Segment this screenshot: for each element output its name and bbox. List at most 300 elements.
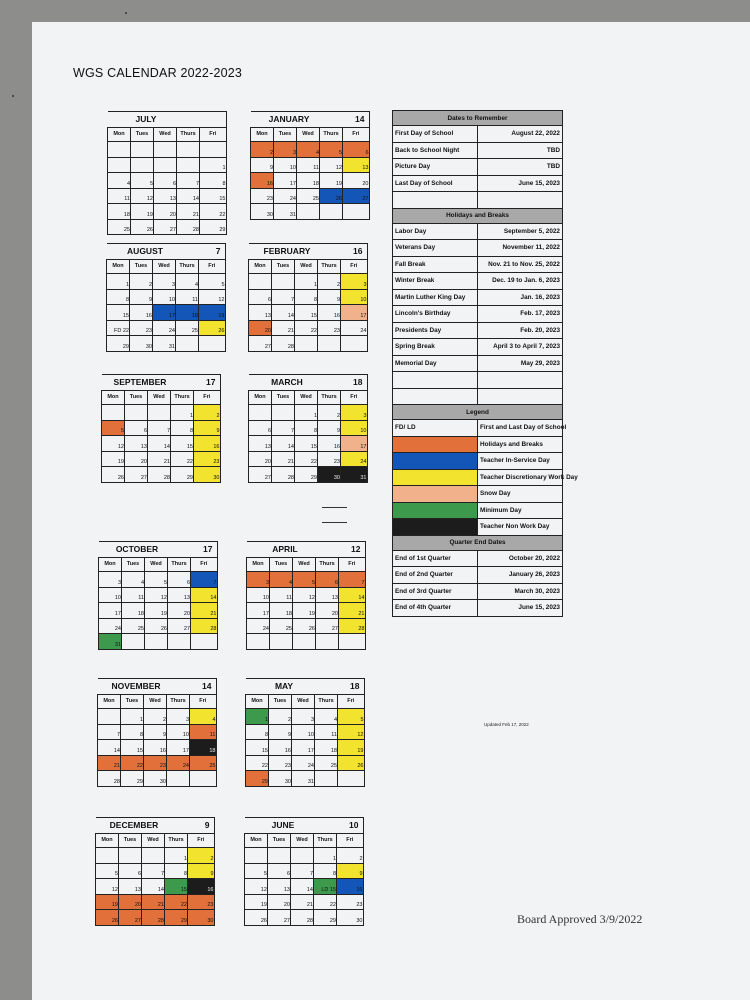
weekday-label: Wed <box>297 128 320 142</box>
day-cell: 2 <box>194 405 221 421</box>
legend-swatch <box>393 486 478 503</box>
week-row <box>251 204 370 220</box>
week-row <box>96 894 215 910</box>
month-name: SEPTEMBER <box>102 375 171 391</box>
weekday-label: Tues <box>272 260 295 274</box>
quarter-label: End of 1st Quarter <box>393 550 478 567</box>
day-cell: 21 <box>142 894 165 910</box>
day-cell: 27 <box>154 219 177 235</box>
day-cell: 23 <box>194 451 221 467</box>
month-header <box>251 112 370 128</box>
month-header-spacer <box>176 244 199 260</box>
day-cell: 7 <box>148 420 171 436</box>
day-cell: 4 <box>176 274 199 290</box>
day-cell: 16 <box>318 436 341 452</box>
weekday-header-row <box>99 558 218 572</box>
legend-row <box>393 420 563 437</box>
day-cell: 19 <box>320 173 343 189</box>
day-cell <box>268 848 291 864</box>
day-cell: 5 <box>245 863 268 879</box>
month-name: MARCH <box>249 375 318 391</box>
holiday-label: Fall Break <box>393 256 478 273</box>
day-cell <box>199 336 226 352</box>
day-cell: 13 <box>343 157 370 173</box>
dust-speck <box>12 95 14 97</box>
date-to-remember-row <box>393 126 563 143</box>
day-cell <box>125 405 148 421</box>
holiday-row <box>393 355 563 372</box>
date-to-remember-label: Picture Day <box>393 159 478 176</box>
day-cell: 12 <box>96 879 119 895</box>
day-cell: 15 <box>200 188 227 204</box>
weekday-header-row <box>249 391 368 405</box>
day-cell: 19 <box>199 305 226 321</box>
day-cell <box>272 405 295 421</box>
month-header-spacer <box>177 112 200 128</box>
day-cell <box>343 204 370 220</box>
weekday-label: Wed <box>293 558 316 572</box>
day-cell: 25 <box>297 188 320 204</box>
legend-row <box>393 436 563 453</box>
weekday-label: Fri <box>190 695 217 709</box>
weekday-label: Fri <box>339 558 366 572</box>
day-cell: 26 <box>102 467 125 483</box>
day-cell: 23 <box>269 755 292 771</box>
month-day-count: 7 <box>199 244 226 260</box>
day-cell: 7 <box>291 863 314 879</box>
weekday-label: Fri <box>341 260 368 274</box>
day-cell: 17 <box>341 436 368 452</box>
day-cell: 28 <box>148 467 171 483</box>
day-cell: 23 <box>337 894 364 910</box>
month-header-spacer <box>168 542 191 558</box>
weekday-header-row <box>246 695 365 709</box>
day-cell: 30 <box>269 771 292 787</box>
month-october <box>98 541 218 650</box>
day-cell: 25 <box>108 219 131 235</box>
date-to-remember-row <box>393 175 563 192</box>
month-grid <box>106 243 226 352</box>
holiday-row <box>393 289 563 306</box>
day-cell: 23 <box>130 320 153 336</box>
day-cell <box>131 157 154 173</box>
day-cell: 6 <box>154 173 177 189</box>
day-cell: 19 <box>338 740 365 756</box>
day-cell: 14 <box>272 436 295 452</box>
day-cell <box>249 274 272 290</box>
day-cell: 29 <box>200 219 227 235</box>
day-cell: 31 <box>274 204 297 220</box>
holiday-label: Spring Break <box>393 339 478 356</box>
day-cell: 30 <box>130 336 153 352</box>
calendar-title: WGS CALENDAR 2022-2023 <box>73 66 243 80</box>
holiday-row <box>393 223 563 240</box>
weekday-label: Mon <box>249 391 272 405</box>
day-cell: 9 <box>269 724 292 740</box>
day-cell: 2 <box>337 848 364 864</box>
month-name: JULY <box>108 112 177 128</box>
day-cell <box>247 634 270 650</box>
holiday-label <box>393 388 478 405</box>
month-grid <box>244 817 364 926</box>
day-cell: 12 <box>293 587 316 603</box>
day-cell: 1 <box>107 274 130 290</box>
day-cell: 31 <box>99 634 122 650</box>
day-cell: 7 <box>177 173 200 189</box>
month-header <box>98 679 217 695</box>
day-cell: 11 <box>315 724 338 740</box>
week-row <box>245 910 364 926</box>
month-grid <box>101 374 221 483</box>
holiday-value: Feb. 20, 2023 <box>478 322 563 339</box>
day-cell: 13 <box>316 587 339 603</box>
weekday-header-row <box>98 695 217 709</box>
day-cell: 16 <box>318 305 341 321</box>
weekday-header-row <box>247 558 366 572</box>
day-cell <box>102 405 125 421</box>
date-to-remember-label: Back to School Night <box>393 142 478 159</box>
day-cell: 3 <box>341 274 368 290</box>
month-grid <box>248 243 368 352</box>
month-day-count: 16 <box>341 244 368 260</box>
day-cell: 6 <box>168 572 191 588</box>
day-cell <box>318 336 341 352</box>
weekday-label: Wed <box>292 695 315 709</box>
day-cell: 8 <box>171 420 194 436</box>
week-row <box>246 771 365 787</box>
day-cell: 14 <box>177 188 200 204</box>
month-name: NOVEMBER <box>98 679 167 695</box>
day-cell: 12 <box>338 724 365 740</box>
weekday-label: Mon <box>108 128 131 142</box>
day-cell: 19 <box>131 204 154 220</box>
day-cell: 1 <box>314 848 337 864</box>
day-cell: 9 <box>318 420 341 436</box>
week-row <box>246 740 365 756</box>
legend-label: First and Last Day of School <box>478 420 563 437</box>
weekday-label: Wed <box>148 391 171 405</box>
day-cell: 29 <box>107 336 130 352</box>
day-cell: 9 <box>144 724 167 740</box>
day-cell: 19 <box>245 894 268 910</box>
day-cell: 6 <box>125 420 148 436</box>
day-cell: 8 <box>295 289 318 305</box>
day-cell: 29 <box>314 910 337 926</box>
week-row <box>247 618 366 634</box>
day-cell: 28 <box>98 771 121 787</box>
week-row <box>98 771 217 787</box>
dust-speck <box>125 12 127 14</box>
weekday-header-row <box>245 834 364 848</box>
day-cell: 19 <box>293 603 316 619</box>
holiday-row <box>393 256 563 273</box>
week-row <box>251 157 370 173</box>
month-day-count: 14 <box>190 679 217 695</box>
day-cell <box>168 634 191 650</box>
holiday-label: Winter Break <box>393 273 478 290</box>
weekday-label: Wed <box>295 391 318 405</box>
day-cell: 11 <box>270 587 293 603</box>
weekday-label: Thurs <box>316 558 339 572</box>
day-cell: 3 <box>99 572 122 588</box>
day-cell: 20 <box>119 894 142 910</box>
day-cell <box>108 157 131 173</box>
week-row <box>98 709 217 725</box>
weekday-label: Fri <box>188 834 215 848</box>
week-row <box>249 420 368 436</box>
day-cell: 13 <box>125 436 148 452</box>
info-panel <box>392 110 578 617</box>
week-row <box>99 618 218 634</box>
weekday-label: Tues <box>270 558 293 572</box>
day-cell: 15 <box>121 740 144 756</box>
day-cell: 5 <box>199 274 226 290</box>
holiday-value: May 29, 2023 <box>478 355 563 372</box>
legend-label: Snow Day <box>478 486 563 503</box>
month-name: OCTOBER <box>99 542 168 558</box>
day-cell: 24 <box>292 755 315 771</box>
month-march <box>248 374 368 483</box>
week-row <box>251 173 370 189</box>
month-header <box>249 244 368 260</box>
week-row <box>98 755 217 771</box>
day-cell: 21 <box>272 451 295 467</box>
day-cell: 23 <box>188 894 215 910</box>
day-cell <box>200 142 227 158</box>
day-cell: 3 <box>153 274 176 290</box>
weekday-label: Tues <box>272 391 295 405</box>
weekday-label: Thurs <box>165 834 188 848</box>
week-row <box>249 320 368 336</box>
weekday-label: Fri <box>191 558 218 572</box>
day-cell: 21 <box>191 603 218 619</box>
day-cell: 3 <box>292 709 315 725</box>
day-cell: 7 <box>272 289 295 305</box>
month-grid <box>245 678 365 787</box>
day-cell: 24 <box>274 188 297 204</box>
day-cell: 12 <box>199 289 226 305</box>
day-cell <box>316 634 339 650</box>
holiday-row <box>393 240 563 257</box>
day-cell <box>320 204 343 220</box>
week-row <box>102 451 221 467</box>
day-cell: 5 <box>293 572 316 588</box>
holiday-value: Jan. 16, 2023 <box>478 289 563 306</box>
day-cell: 16 <box>251 173 274 189</box>
weekday-header-row <box>108 128 227 142</box>
holiday-value: Feb. 17, 2023 <box>478 306 563 323</box>
week-row <box>247 634 366 650</box>
week-row <box>108 188 227 204</box>
date-to-remember-row <box>393 159 563 176</box>
legend-row <box>393 502 563 519</box>
day-cell: 12 <box>145 587 168 603</box>
day-cell: 10 <box>341 420 368 436</box>
date-to-remember-value: August 22, 2022 <box>478 126 563 143</box>
day-cell: 4 <box>297 142 320 158</box>
quarter-value: March 30, 2023 <box>478 583 563 600</box>
week-row <box>246 724 365 740</box>
week-row <box>99 587 218 603</box>
day-cell: 1 <box>295 405 318 421</box>
week-row <box>108 157 227 173</box>
weekday-label: Mon <box>251 128 274 142</box>
holiday-label: Martin Luther King Day <box>393 289 478 306</box>
month-header <box>245 818 364 834</box>
day-cell <box>245 848 268 864</box>
legend-header-row <box>393 405 563 420</box>
week-row <box>107 274 226 290</box>
month-day-count: 14 <box>343 112 370 128</box>
day-cell: 2 <box>269 709 292 725</box>
day-cell: 30 <box>144 771 167 787</box>
week-row <box>249 405 368 421</box>
day-cell <box>190 771 217 787</box>
legend-row <box>393 453 563 470</box>
day-cell: 16 <box>269 740 292 756</box>
day-cell <box>297 204 320 220</box>
day-cell: 19 <box>102 451 125 467</box>
day-cell: 26 <box>320 188 343 204</box>
day-cell: 15 <box>246 740 269 756</box>
holiday-row <box>393 306 563 323</box>
day-cell: 8 <box>121 724 144 740</box>
day-cell: 27 <box>168 618 191 634</box>
legend-swatch: FD/ LD <box>393 420 478 437</box>
weekday-label: Fri <box>341 391 368 405</box>
legend-swatch <box>393 436 478 453</box>
day-cell: 1 <box>246 709 269 725</box>
weekday-label: Thurs <box>318 391 341 405</box>
day-cell: 13 <box>268 879 291 895</box>
day-cell <box>272 274 295 290</box>
day-cell: 8 <box>314 863 337 879</box>
day-cell: 4 <box>190 709 217 725</box>
month-august <box>106 243 226 352</box>
day-cell <box>338 771 365 787</box>
day-cell: 20 <box>154 204 177 220</box>
weekday-label: Tues <box>268 834 291 848</box>
week-row <box>96 848 215 864</box>
week-row <box>99 603 218 619</box>
week-row <box>99 572 218 588</box>
day-cell: 14 <box>142 879 165 895</box>
month-grid <box>248 374 368 483</box>
day-cell: 1 <box>295 274 318 290</box>
legend-label: Teacher Non Work Day <box>478 519 563 536</box>
week-row <box>99 634 218 650</box>
day-cell: 9 <box>130 289 153 305</box>
day-cell: 19 <box>145 603 168 619</box>
day-cell: 5 <box>131 173 154 189</box>
quarter-label: End of 4th Quarter <box>393 600 478 617</box>
day-cell: 24 <box>153 320 176 336</box>
week-row <box>247 572 366 588</box>
day-cell: 29 <box>295 467 318 483</box>
day-cell: 18 <box>176 305 199 321</box>
weekday-label: Mon <box>245 834 268 848</box>
day-cell: 16 <box>188 879 215 895</box>
month-december <box>95 817 215 926</box>
updated-note: Updated Feb 17, 2022 <box>484 722 529 727</box>
week-row <box>245 879 364 895</box>
day-cell: 10 <box>167 724 190 740</box>
day-cell: 6 <box>268 863 291 879</box>
weekday-label: Wed <box>154 128 177 142</box>
day-cell: 18 <box>108 204 131 220</box>
day-cell: 9 <box>188 863 215 879</box>
day-cell: 22 <box>295 320 318 336</box>
weekday-header-row <box>249 260 368 274</box>
day-cell: 23 <box>251 188 274 204</box>
day-cell: 29 <box>165 910 188 926</box>
weekday-label: Thurs <box>176 260 199 274</box>
dates-to-remember-header: Dates to Remember <box>393 111 563 126</box>
legend-row <box>393 486 563 503</box>
weekday-label: Tues <box>125 391 148 405</box>
weekday-label: Thurs <box>171 391 194 405</box>
month-header <box>102 375 221 391</box>
weekday-label: Mon <box>102 391 125 405</box>
week-row <box>102 405 221 421</box>
day-cell: 29 <box>171 467 194 483</box>
holiday-row <box>393 273 563 290</box>
quarters-header-row <box>393 535 563 550</box>
week-row <box>245 863 364 879</box>
day-cell: 25 <box>176 320 199 336</box>
weekday-label: Fri <box>200 128 227 142</box>
holiday-row <box>393 339 563 356</box>
date-to-remember-value: TBD <box>478 142 563 159</box>
day-cell: 15 <box>295 436 318 452</box>
week-row <box>251 188 370 204</box>
day-cell: 16 <box>130 305 153 321</box>
day-cell: FD 22 <box>107 320 130 336</box>
legend-label: Teacher Discretionary Work Day <box>478 469 563 486</box>
day-cell: 25 <box>270 618 293 634</box>
day-cell: 7 <box>339 572 366 588</box>
holiday-row <box>393 388 563 405</box>
day-cell: 28 <box>272 467 295 483</box>
month-name: FEBRUARY <box>249 244 318 260</box>
day-cell: 3 <box>167 709 190 725</box>
week-row <box>96 879 215 895</box>
day-cell: 27 <box>125 467 148 483</box>
legend-row <box>393 519 563 536</box>
day-cell: 10 <box>247 587 270 603</box>
dates-to-remember-header-row <box>393 111 563 126</box>
month-day-count: 18 <box>338 679 365 695</box>
month-day-count: 12 <box>339 542 366 558</box>
day-cell: 17 <box>292 740 315 756</box>
day-cell: 8 <box>165 863 188 879</box>
weekday-label: Mon <box>96 834 119 848</box>
weekday-header-row <box>251 128 370 142</box>
date-to-remember-value: June 15, 2023 <box>478 175 563 192</box>
day-cell: 30 <box>251 204 274 220</box>
day-cell: 26 <box>131 219 154 235</box>
month-day-count: 10 <box>337 818 364 834</box>
month-april <box>246 541 366 650</box>
week-row <box>246 709 365 725</box>
day-cell: 15 <box>171 436 194 452</box>
weekday-label: Tues <box>121 695 144 709</box>
day-cell: 22 <box>314 894 337 910</box>
day-cell: 9 <box>337 863 364 879</box>
legend-header: Legend <box>393 405 563 420</box>
day-cell <box>341 336 368 352</box>
holiday-label: Veterans Day <box>393 240 478 257</box>
